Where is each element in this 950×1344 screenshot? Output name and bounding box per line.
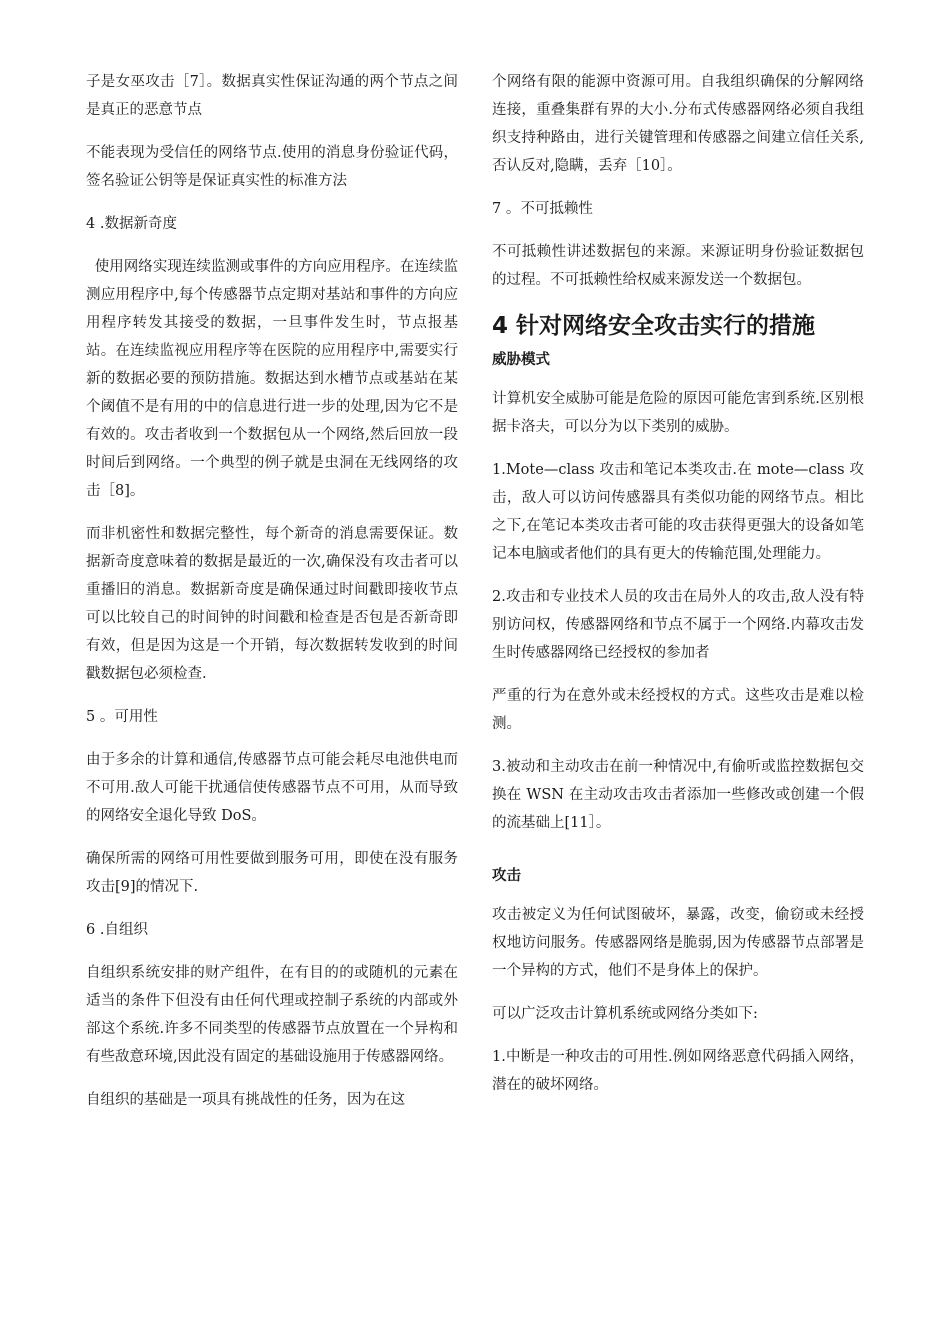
left-column: [86, 68, 458, 1129]
subsection-heading-availability: 5 。可用性: [86, 709, 158, 725]
paragraph: 1.中断是一种攻击的可用性.例如网络恶意代码插入网络，潜在的破坏网络。: [492, 1049, 864, 1093]
paragraph: 攻击被定义为任何试图破坏，暴露，改变，偷窃或未经授权地访问服务。传感器网络是脆弱,因为传感器节点部署是一个异构的方式，他们不是身体上的保护。: [492, 907, 864, 979]
right-column: [492, 68, 864, 1114]
paragraph: 个网络有限的能源中资源可用。自我组织确保的分解网络连接，重叠集群有界的大小.分布式传感器网络必须自我组织支持种路由，进行关键管理和传感器之间建立信任关系,否认反对,隐瞒，丢弃［10］。: [492, 74, 864, 174]
paragraph: 而非机密性和数据完整性，每个新奇的消息需要保证。数据新奇度意味着的数据是最近的一次,确保没有攻击者可以重播旧的消息。数据新奇度是确保通过时间戳即接收节点可以比较自己的时间钟的时间戳和检查是否包是否新奇即有效，但是因为这是一个开销，每次数据转发收到的时间戳数据包必须检查.: [86, 526, 458, 682]
heading-threat-model: 威胁模式: [492, 352, 550, 368]
subsection-heading-non-repudiation: 7 。不可抵赖性: [492, 201, 593, 217]
paragraph: 自组织系统安排的财产组件，在有目的的或随机的元素在适当的条件下但没有由任何代理或控制子系统的内部或外部这个系统.许多不同类型的传感器节点放置在一个异构和有些敌意环境,因此没有固定的基础设施用于传感器网络。: [86, 965, 458, 1065]
section-title: 4 针对网络安全攻击实行的措施: [492, 313, 816, 339]
paragraph: 计算机安全威胁可能是危险的原因可能危害到系统.区别根据卡洛夫，可以分为以下类别的威胁。: [492, 391, 864, 435]
paragraph: 确保所需的网络可用性要做到服务可用，即使在没有服务攻击[9]的情况下.: [86, 851, 458, 895]
paragraph: 使用网络实现连续监测或事件的方向应用程序。在连续监测应用程序中,每个传感器节点定期对基站和事件的方向应用程序转发其接受的数据，一旦事件发生时，节点报基站。在连续监视应用程序等在医院的应用程序中,需要实行新的数据必要的预防措施。数据达到水槽节点或基站在某个阈值不是有用的中的信息进行进一步的处理,因为它不是有效的。攻击者收到一个数据包从一个网络,然后回放一段时间后到网络。一个典型的例子就是虫洞在无线网络的攻击［8]。: [86, 259, 458, 499]
paragraph: 1.Mote—class 攻击和笔记本类攻击.在 mote—class 攻击，敌人可以访问传感器具有类似功能的网络节点。相比之下,在笔记本类攻击者可能的攻击获得更强大的设备如笔记本电脑或者他们的具有更大的传输范围,处理能力。: [492, 462, 864, 562]
paragraph: 3.被动和主动攻击在前一种情况中,有偷听或监控数据包交换在 WSN 在主动攻击攻击者添加一些修改或创建一个假的流基础上[11］。: [492, 759, 864, 831]
paragraph: 子是女巫攻击［7］。数据真实性保证沟通的两个节点之间是真正的恶意节点: [86, 74, 458, 118]
paragraph: 由于多余的计算和通信,传感器节点可能会耗尽电池供电而不可用.敌人可能干扰通信使传感器节点不可用，从而导致的网络安全退化导致 DoS。: [86, 752, 458, 824]
paragraph: 可以广泛攻击计算机系统或网络分类如下:: [492, 1006, 758, 1022]
subsection-heading-self-organization: 6 .自组织: [86, 922, 148, 938]
paragraph: 不可抵赖性讲述数据包的来源。来源证明身份验证数据包的过程。不可抵赖性给权威来源发送一个数据包。: [492, 244, 864, 288]
paragraph: 自组织的基础是一项具有挑战性的任务，因为在这: [86, 1092, 405, 1108]
subsection-heading-data-freshness: 4 .数据新奇度: [86, 216, 177, 232]
paragraph: 不能表现为受信任的网络节点.使用的消息身份验证代码，签名验证公钥等是保证真实性的标准方法: [86, 145, 458, 189]
heading-attacks: 攻击: [492, 868, 521, 884]
paragraph: 2.攻击和专业技术人员的攻击在局外人的攻击,敌人没有特别访问权，传感器网络和节点不属于一个网络.内幕攻击发生时传感器网络已经授权的参加者: [492, 589, 864, 661]
paragraph: 严重的行为在意外或未经授权的方式。这些攻击是难以检测。: [492, 688, 864, 732]
